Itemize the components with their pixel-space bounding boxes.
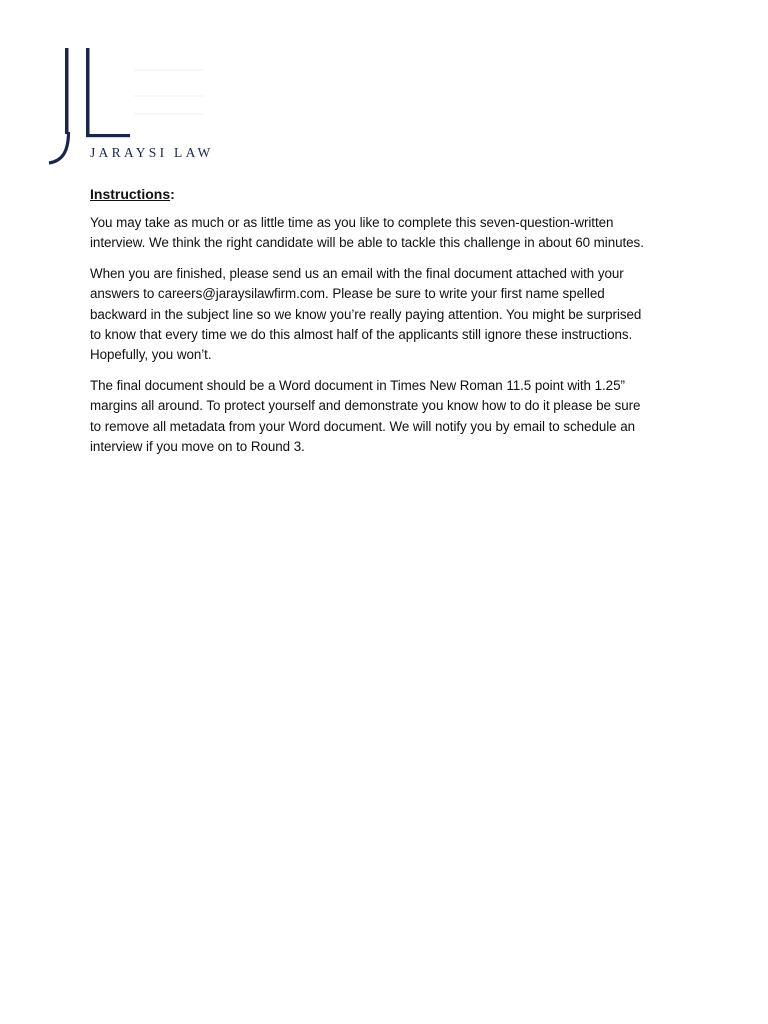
instructions-heading-word: Instructions [90,186,171,202]
paragraph-submission: When you are finished, please send us an email with the final document attached with your answers to careers@jaraysilawfirm.com. Please be sure to write your first name spelled backward in the subject line so we know you’re really paying attention. You might be surprised to know that every time we do this almost half of the applicants still ignore these instructions. Hopefully, you won’t. [90,265,642,363]
logo-wordmark: JARAYSI LAW [90,145,214,160]
instructions-heading-colon: : [170,186,175,202]
paragraph-time-limit: You may take as much or as little time as you like to complete this seven-question-written interview. We think the right candidate will be able to tackle this challenge in about 60 minutes. [90,215,644,251]
document-body [90,184,690,467]
jaraysi-law-logo [46,44,216,168]
instructions-heading [90,184,690,204]
paragraph-formatting: The final document should be a Word document in Times New Roman 11.5 point with 1.25” margins all around. To protect yourself and demonstrate you know how to do it please be sure to remove all metadata from your Word document. We will notify you by email to schedule an interview if you move on to Round 3. [90,377,641,455]
